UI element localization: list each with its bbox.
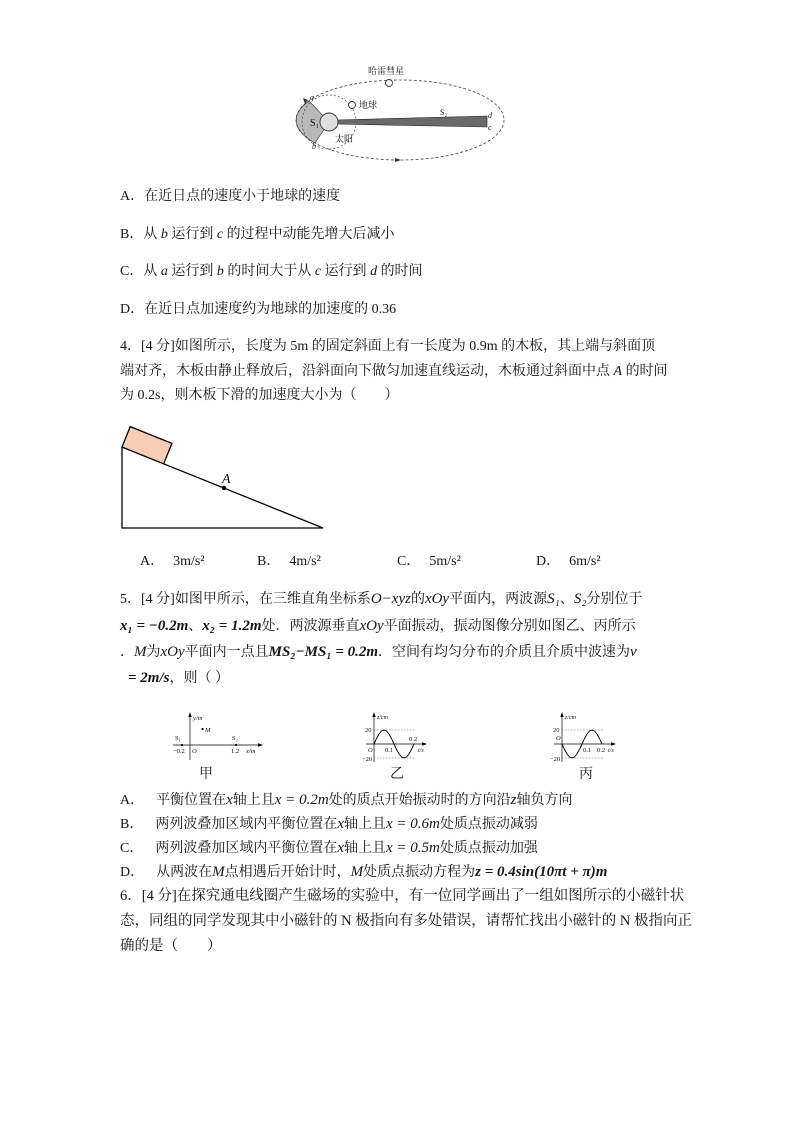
text-segment: ．空间有均匀分布的介质且介质中波速为 bbox=[378, 645, 631, 660]
math-segment: xOy bbox=[160, 644, 185, 660]
origin-label: O bbox=[192, 748, 197, 755]
text-segment: 处质点振动减弱 bbox=[439, 817, 538, 832]
tick2-label: 0.2 bbox=[597, 747, 606, 754]
q5-option-c bbox=[120, 839, 538, 857]
source2-label: S₂ bbox=[232, 735, 238, 742]
source1-label: S₁ bbox=[175, 735, 181, 742]
text-segment: 端对齐，木板由静止释放后，沿斜面向下做匀加速直线运动，木板通过斜面中点 bbox=[120, 364, 614, 379]
text-segment: 处质点振动方程为 bbox=[363, 865, 476, 880]
math-segment: x₁ = −0.2m bbox=[120, 618, 189, 634]
x-axis-arrow bbox=[258, 743, 263, 746]
math-segment: M bbox=[134, 644, 147, 660]
text-segment: 运行到 bbox=[167, 264, 217, 279]
q4-option-d bbox=[536, 553, 601, 571]
text-segment: 处的质点开始振动时的方向沿 bbox=[328, 793, 511, 808]
halley-orbit-figure bbox=[280, 60, 510, 170]
figure-caption-jia: 甲 bbox=[199, 767, 213, 782]
option-value: 5m/s² bbox=[429, 554, 461, 569]
text-segment: 6．[4 分]在探究通电线圈产生磁场的实验中，有一位同学画出了一组如图所示的小磁针状 bbox=[120, 888, 685, 904]
z-axis-arrow bbox=[372, 712, 375, 717]
text-segment: 轴上且 bbox=[344, 841, 387, 856]
z-axis-arrow bbox=[560, 712, 563, 717]
text-segment: 处质点振动加强 bbox=[439, 841, 538, 856]
variable: d bbox=[370, 264, 378, 279]
math-segment: x bbox=[226, 792, 233, 808]
option-label: C． bbox=[120, 841, 144, 856]
text-segment: 在近日点的速度小于地球的速度 bbox=[144, 189, 341, 204]
text-segment: 处．两波源垂直 bbox=[261, 619, 360, 634]
text-segment: 4．[4 分]如图所示，长度为 5m 的固定斜面上有一长度为 0.9m 的木板，其上端与斜面顶 bbox=[120, 339, 656, 354]
q6-stem-line-3 bbox=[120, 937, 222, 955]
variable: c bbox=[314, 264, 322, 279]
q6-stem-line-2 bbox=[120, 912, 692, 930]
figure-caption-yi: 乙 bbox=[390, 767, 404, 782]
area2-label: S₂ bbox=[440, 108, 448, 117]
option-label: A． bbox=[120, 793, 145, 808]
option-label: D． bbox=[120, 302, 145, 317]
text-segment: 两列波叠加区域内平衡位置在 bbox=[155, 841, 338, 856]
text-segment: 的时间大于从 bbox=[223, 264, 315, 279]
math-segment: MS₂−MS₁ = 0.2m bbox=[268, 644, 379, 660]
text-segment: 平面内，两波源 bbox=[449, 592, 548, 607]
z-axis-label: z/cm bbox=[565, 715, 576, 721]
q5-option-a bbox=[120, 791, 573, 809]
q5-stem-line-3 bbox=[120, 643, 637, 661]
area-s2-wedge bbox=[336, 116, 487, 127]
figure-bing bbox=[550, 712, 616, 763]
variable: b bbox=[216, 264, 224, 279]
text-segment: 、 bbox=[188, 619, 203, 634]
tick2-label: 0.2 bbox=[409, 736, 418, 743]
t-axis-label: t/s bbox=[418, 748, 424, 754]
z-axis-label: z/cm bbox=[377, 715, 388, 721]
text-segment: 轴上且 bbox=[232, 793, 275, 808]
q5-stem-line-1 bbox=[120, 590, 643, 608]
text-segment: 为 0.2s，则木板下滑的加速度大小为（ ） bbox=[120, 388, 399, 403]
text-segment: 在近日点加速度约为地球的加速度的 0.36 bbox=[144, 302, 397, 317]
text-segment: 分别位于 bbox=[586, 592, 643, 607]
q4-stem-line-1 bbox=[120, 338, 655, 356]
variable: a bbox=[160, 264, 168, 279]
option-label: B． bbox=[120, 817, 144, 832]
text-segment: 从 bbox=[143, 264, 161, 279]
math-segment: M bbox=[212, 864, 225, 880]
q5-option-d bbox=[120, 863, 607, 881]
text-segment: 、 bbox=[559, 592, 574, 607]
option-label: A． bbox=[120, 189, 145, 204]
math-segment: = 2m/s bbox=[128, 670, 170, 686]
comet-label: 哈雷彗星 bbox=[368, 66, 405, 76]
option-label: B． bbox=[257, 554, 281, 569]
option-label: D． bbox=[536, 554, 561, 569]
text-segment: 运行到 bbox=[321, 264, 371, 279]
text-segment: 运行到 bbox=[167, 227, 217, 242]
q3-option-c bbox=[120, 263, 423, 281]
option-label: D． bbox=[120, 865, 145, 880]
math-segment: x = 0.2m bbox=[274, 792, 329, 808]
tick1-label: 0.1 bbox=[583, 747, 592, 754]
text-segment: 态，同组的同学发现其中小磁针的 N 极指向有多处错误，请帮忙找出小磁针的 N 极指向正 bbox=[120, 913, 692, 929]
math-segment: xOy bbox=[424, 591, 450, 607]
text-segment: 的时间 bbox=[622, 364, 668, 379]
text-segment: 的时间 bbox=[377, 264, 423, 279]
variable: A bbox=[613, 364, 623, 379]
text-segment: ． bbox=[120, 645, 134, 660]
math-segment: x = 0.6m bbox=[386, 816, 440, 832]
incline-figure bbox=[110, 415, 335, 535]
q4-option-b bbox=[257, 553, 321, 571]
source1-dot bbox=[181, 744, 183, 746]
text-segment: 从两波在 bbox=[156, 865, 213, 880]
point-c-label: c bbox=[488, 123, 492, 132]
area1-label: S₁ bbox=[310, 118, 320, 129]
earth-icon bbox=[349, 102, 356, 109]
amp-neg-label: −20 bbox=[362, 756, 373, 763]
point-b-label: b bbox=[312, 142, 316, 151]
q3-option-a bbox=[120, 188, 340, 206]
math-segment: xOy bbox=[359, 618, 384, 634]
point-m-dot bbox=[201, 728, 203, 730]
math-segment: x₂ = 1.2m bbox=[202, 618, 262, 634]
figure-yi bbox=[362, 712, 427, 763]
t-axis-label: t/s bbox=[608, 748, 614, 754]
option-value: 4m/s² bbox=[289, 554, 321, 569]
q4-option-c bbox=[397, 553, 461, 571]
math-segment: v bbox=[630, 644, 637, 660]
q6-stem-line-1 bbox=[120, 887, 684, 905]
math-segment: x = 0.5m bbox=[386, 840, 440, 856]
math-segment: z bbox=[510, 792, 517, 808]
text-segment: 轴负方向 bbox=[516, 793, 573, 808]
tick-neg-label: −0.2 bbox=[173, 748, 185, 755]
source2-dot bbox=[235, 744, 237, 746]
tick1-label: 0.1 bbox=[385, 747, 394, 754]
orbit-direction-arrow bbox=[395, 158, 401, 162]
tick-pos-label: 1.2 bbox=[231, 748, 240, 755]
wave-figures bbox=[160, 705, 640, 765]
sun-label: 太阳 bbox=[335, 134, 354, 144]
origin-label: O bbox=[556, 735, 561, 742]
q5-option-b bbox=[120, 815, 538, 833]
option-value: 6m/s² bbox=[569, 554, 601, 569]
text-segment: 两列波叠加区域内平衡位置在 bbox=[155, 817, 338, 832]
y-axis-label: y/m bbox=[193, 715, 203, 722]
q4-option-a bbox=[140, 553, 205, 571]
text-segment: 平衡位置在 bbox=[156, 793, 227, 808]
y-axis-arrow bbox=[188, 712, 191, 717]
earth-label: 地球 bbox=[359, 100, 378, 110]
math-segment: S₂ bbox=[573, 591, 587, 607]
text-segment: 轴上且 bbox=[344, 817, 387, 832]
option-label: A． bbox=[140, 554, 165, 569]
variable: c bbox=[216, 227, 224, 242]
math-segment: z = 0.4sin(10πt + π)m bbox=[475, 864, 608, 880]
variable: b bbox=[160, 227, 168, 242]
point-d-label: d bbox=[488, 111, 492, 120]
text-segment: 确的是（ ） bbox=[120, 938, 222, 954]
text-segment: 的 bbox=[410, 592, 425, 607]
text-segment: 从 bbox=[143, 227, 161, 242]
math-segment: O−xyz bbox=[370, 591, 411, 607]
q5-stem-line-2 bbox=[120, 617, 636, 635]
point-a-label: a bbox=[310, 93, 314, 102]
point-m-label: M bbox=[205, 727, 211, 734]
q3-option-b bbox=[120, 226, 395, 244]
amp-neg-label: −20 bbox=[550, 756, 561, 763]
figure-caption-bing: 丙 bbox=[579, 767, 593, 782]
text-segment: ，则（ ） bbox=[169, 671, 229, 686]
text-segment: 点相遇后开始计时， bbox=[224, 865, 351, 880]
sun-icon bbox=[320, 113, 338, 131]
math-segment: x bbox=[337, 840, 345, 856]
math-segment: M bbox=[350, 864, 364, 880]
amp-pos-label: 20 bbox=[365, 727, 372, 734]
math-segment: S₁ bbox=[547, 591, 560, 607]
origin-label: O bbox=[368, 747, 373, 754]
text-segment: 的过程中动能先增大后减小 bbox=[223, 227, 395, 242]
text-segment: 5．[4 分]如图甲所示，在三维直角坐标系 bbox=[120, 592, 371, 607]
option-label: B． bbox=[120, 227, 144, 242]
q3-option-d bbox=[120, 301, 396, 319]
comet-icon bbox=[386, 80, 393, 87]
text-segment: 平面内一点且 bbox=[184, 645, 269, 660]
amp-pos-label: 20 bbox=[553, 727, 560, 734]
q4-stem-line-3 bbox=[120, 387, 398, 405]
option-value: 3m/s² bbox=[173, 554, 205, 569]
option-label: C． bbox=[397, 554, 421, 569]
q5-stem-line-4 bbox=[128, 669, 229, 687]
wooden-board bbox=[122, 427, 172, 464]
option-label: C． bbox=[120, 264, 144, 279]
t-axis-arrow bbox=[611, 742, 616, 745]
text-segment: 为 bbox=[146, 645, 161, 660]
t-axis-arrow bbox=[422, 742, 427, 745]
midpoint-a-label: A bbox=[222, 472, 231, 487]
q4-stem-line-2 bbox=[120, 363, 668, 381]
x-axis-label: x/m bbox=[246, 748, 256, 755]
math-segment: x bbox=[337, 816, 345, 832]
text-segment: 平面振动，振动图像分别如图乙、丙所示 bbox=[383, 619, 636, 634]
figure-jia bbox=[173, 712, 263, 760]
